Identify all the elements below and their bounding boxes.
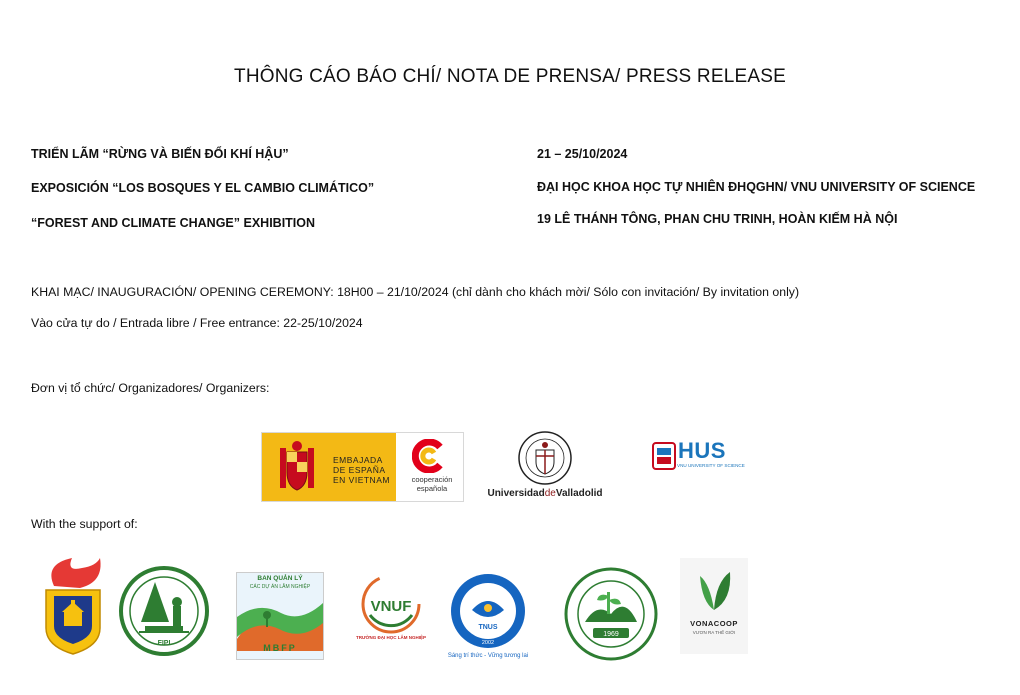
mbfp-text: MBFP [263,643,297,653]
exhibition-address: 19 LÊ THÁNH TÔNG, PHAN CHU TRINH, HOÀN KIẾM HÀ NỘI [537,212,898,226]
mbfp-landscape-icon [237,591,323,651]
exhibition-dates: 21 – 25/10/2024 [537,147,628,161]
free-entrance: Vào cửa tự do / Entrada libre / Free entrance: 22-25/10/2024 [31,316,363,330]
exhibition-venue: ĐẠI HỌC KHOA HỌC TỰ NHIÊN ĐHQGHN/ VNU UNIVERSITY OF SCIENCE [537,180,976,194]
embassy-line: EMBAJADA [333,455,383,465]
valladolid-logo [483,430,607,502]
mbfp-top-line: CÁC DỰ ÁN LÂM NGHIỆP [249,584,311,590]
fipi-logo [115,566,213,656]
embassy-line: EN VIETNAM [333,475,390,485]
hus-logo [652,438,745,474]
vnuf-logo [355,573,427,647]
mbfp-logo [236,572,324,660]
tnus-emblem-icon [446,572,530,650]
valladolid-name-a: Universidad [487,488,545,499]
vnuf-sub: TRƯỜNG ĐẠI HỌC LÂM NGHIỆP [355,635,427,640]
tuaf-emblem-icon [563,566,659,662]
embassy-logo [261,432,464,502]
hus-sub: VNU UNIVERSITY OF SCIENCE [677,463,745,468]
valladolid-name-b: de [544,488,556,499]
valladolid-name-c: Valladolid [555,488,603,499]
tuaf-logo [563,566,659,662]
support-label: With the support of: [31,517,138,531]
embassy-panel [262,433,396,501]
vonacoop-logo [680,558,748,654]
exhibition-name-en: “FOREST AND CLIMATE CHANGE” EXHIBITION [31,216,316,230]
tnus-year: 2002 [481,640,495,646]
tnus-mark: TNUS [478,624,498,631]
youth-union-emblem-icon [40,556,106,656]
fipi-text: FIPI [157,640,171,647]
tuaf-year: 1969 [603,631,619,638]
hus-emblem-icon [652,442,676,470]
vonacoop-leaf-icon [680,558,748,618]
tnus-logo [446,572,530,664]
exhibition-name-es: EXPOSICIÓN “LOS BOSQUES Y EL CAMBIO CLIMÁTICO” [31,181,375,195]
tnus-slogan: Sáng trí thức - Vững tương lai [447,653,529,659]
page-title: THÔNG CÁO BÁO CHÍ/ NOTA DE PRENSA/ PRESS RELEASE [234,66,786,87]
vnuf-mark: VNUF [370,598,412,615]
exhibition-name-vi: TRIỂN LÃM “RỪNG VÀ BIẾN ĐỔI KHÍ HẬU” [31,147,289,161]
cooperacion-line: española [416,484,448,493]
cooperacion-line: cooperación [411,475,453,484]
organizers-label: Đơn vị tổ chức/ Organizadores/ Organizers: [31,381,270,395]
mbfp-top-line: BAN QUẢN LÝ [257,575,303,582]
vonacoop-sub: VƯƠN RA THẾ GIỚI [692,630,736,635]
vonacoop-name: VONACOOP [690,619,738,628]
spain-coat-of-arms-icon [272,438,322,496]
vnuf-emblem-icon [358,573,424,635]
valladolid-seal-icon [517,430,573,486]
hus-name: HUS [678,438,726,463]
opening-ceremony: KHAI MẠC/ INAUGURACIÓN/ OPENING CEREMONY: 18H00 – 21/10/2024 (chỉ dành cho khách mời/ Sólo con invitación/ By invitation only) [31,285,800,299]
embassy-line: DE ESPAÑA [333,465,386,475]
cooperacion-icon [412,439,446,473]
youth-union-logo [40,556,106,656]
